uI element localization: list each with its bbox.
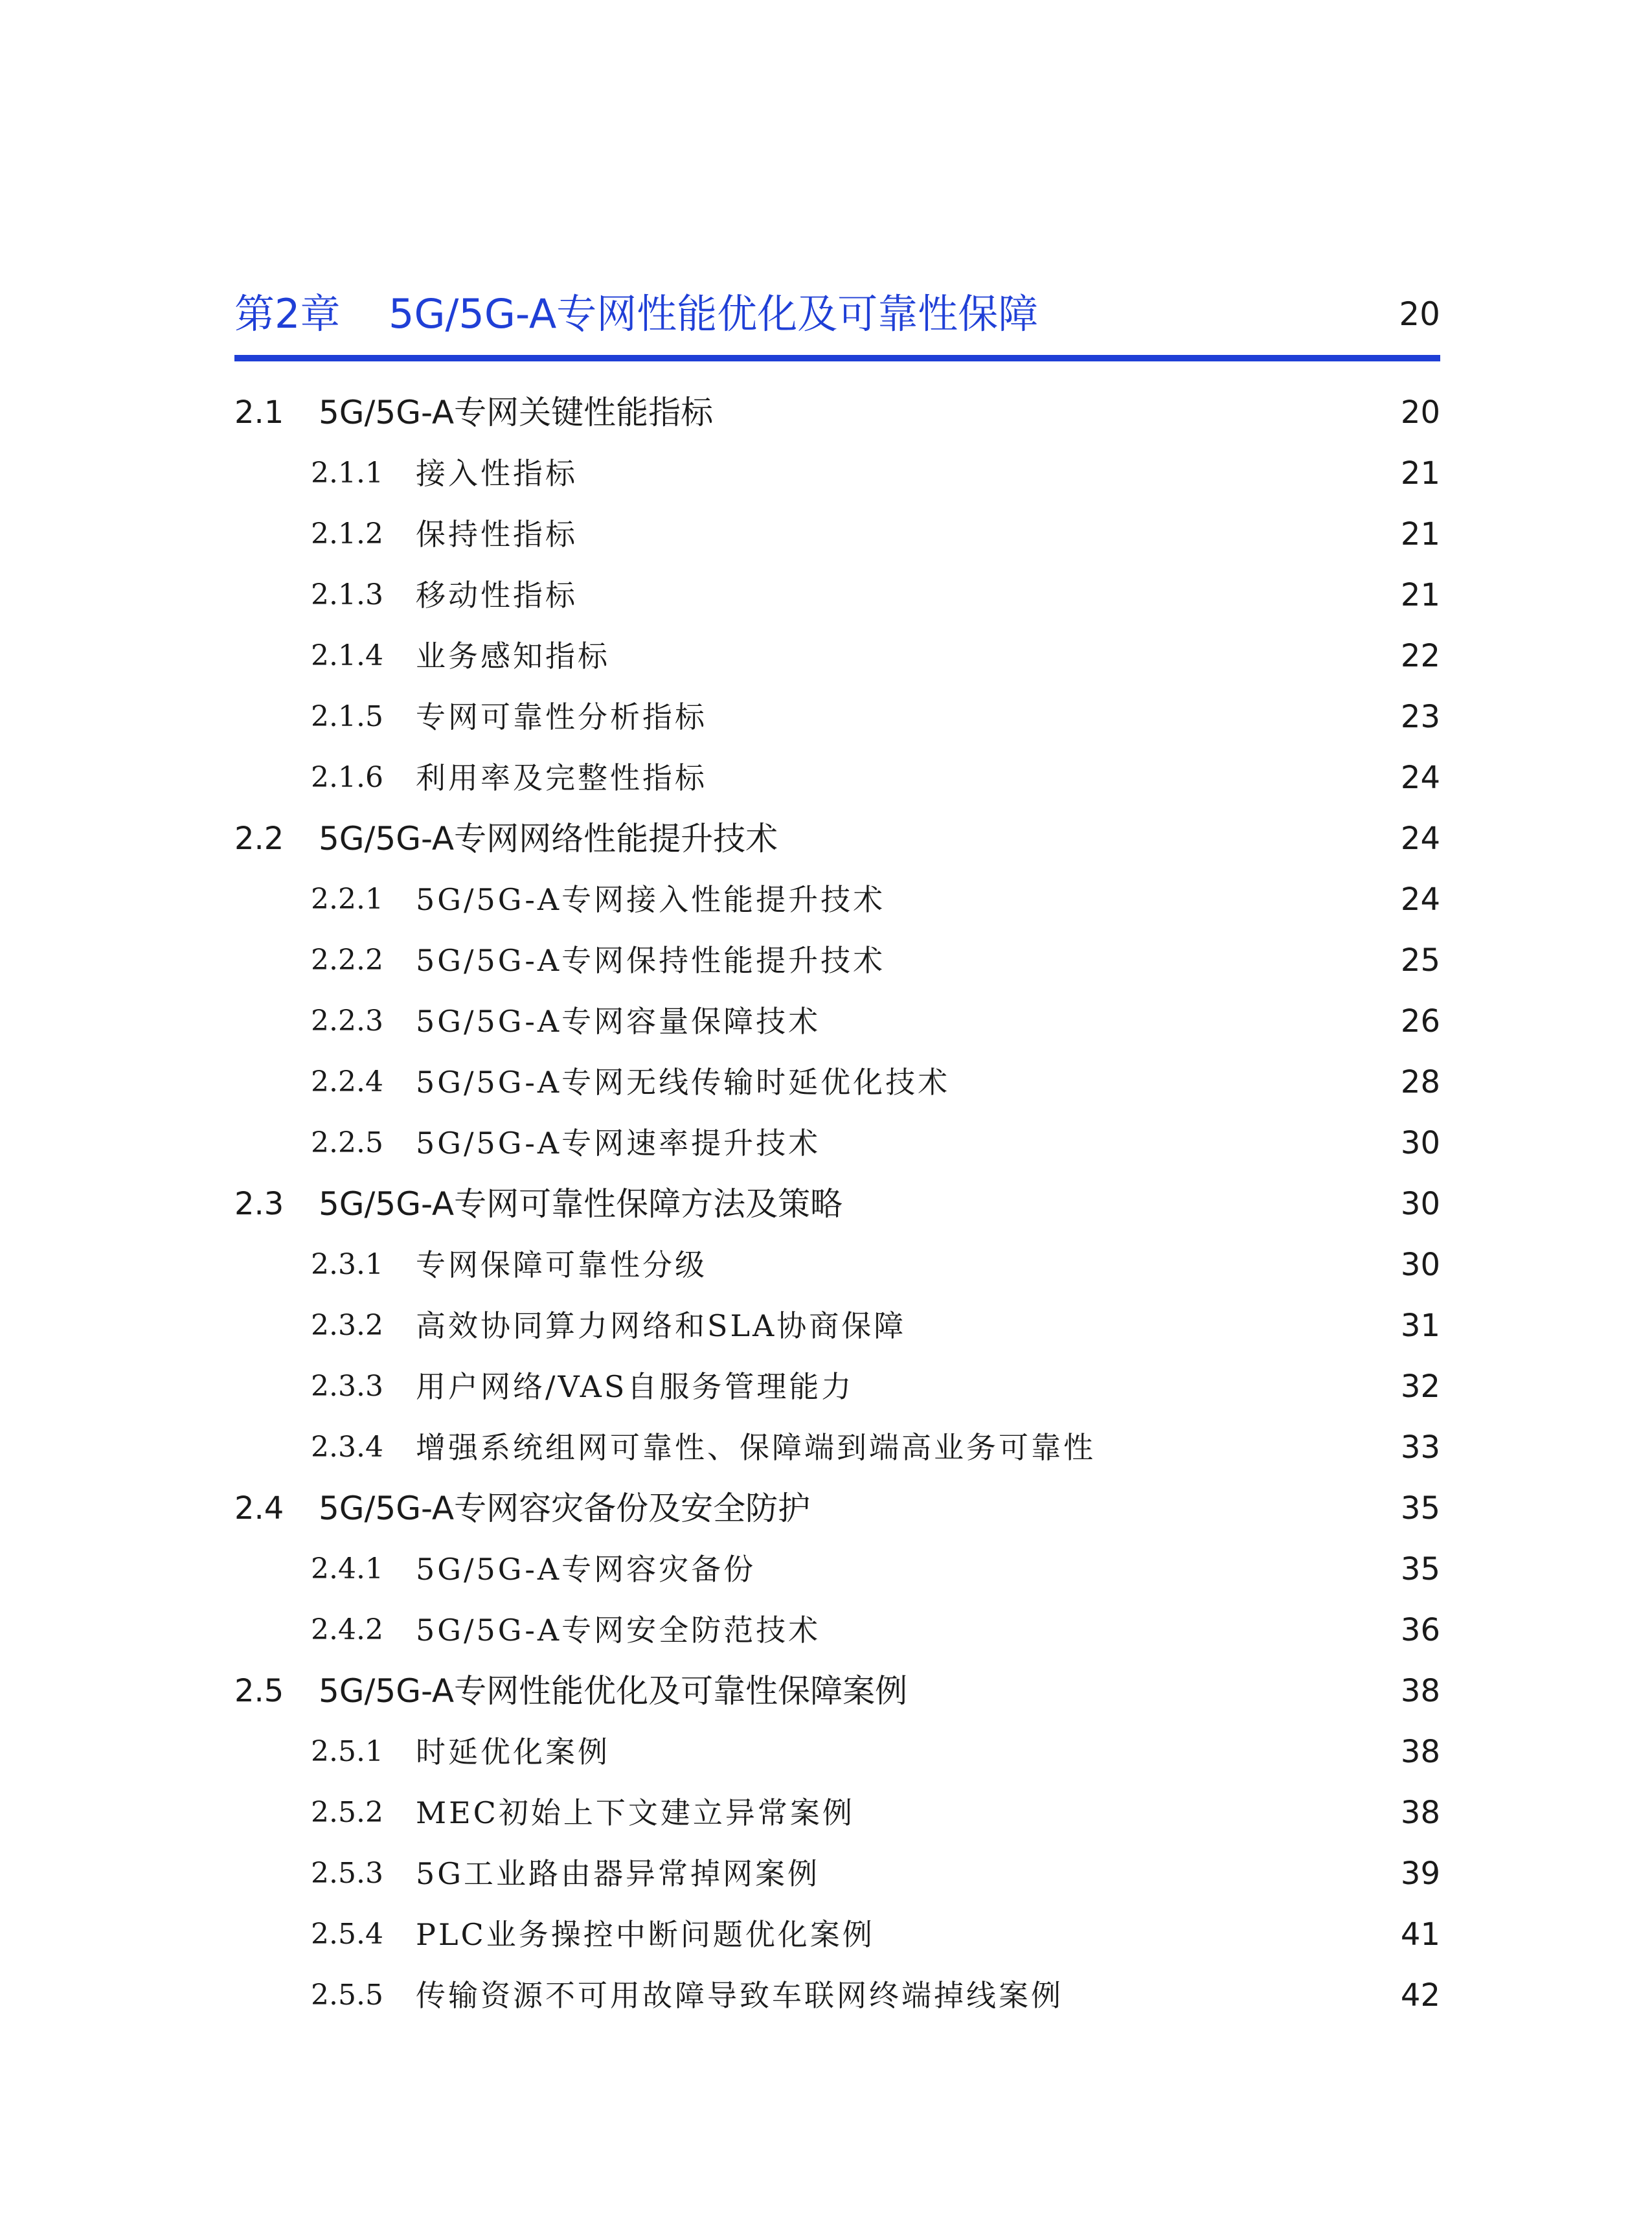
toc-entry-number: 2.3.2 [311, 1309, 383, 1342]
toc-entry-number: 2.2.3 [311, 1005, 383, 1038]
toc-entry-page-number: 30 [1400, 1125, 1440, 1161]
toc-entry-number: 2.1.1 [311, 457, 383, 490]
toc-entry-number: 2.2.1 [311, 883, 383, 916]
toc-entry-number: 2.1 [234, 394, 284, 431]
toc-subsection-entry[interactable] [234, 930, 1440, 991]
toc-entry-page-number: 38 [1400, 1734, 1440, 1770]
toc-entry-title: 保持性指标 [416, 517, 578, 552]
toc-entry-title: 5G/5G-A专网容量保障技术 [416, 1004, 821, 1039]
toc-entry-title: 5G/5G-A专网接入性能提升技术 [416, 882, 886, 917]
toc-entry-page-number: 21 [1400, 455, 1440, 492]
toc-entry-number: 2.4.1 [311, 1552, 383, 1585]
toc-subsection-entry[interactable] [234, 443, 1440, 504]
toc-section-entry[interactable] [234, 382, 1440, 443]
toc-subsection-entry[interactable] [234, 565, 1440, 626]
toc-entry-number: 2.5.4 [311, 1918, 383, 1951]
chapter-page-number: 20 [1399, 295, 1440, 333]
toc-subsection-entry[interactable] [234, 991, 1440, 1052]
toc-subsection-entry[interactable] [234, 1600, 1440, 1661]
toc-entry-page-number: 26 [1400, 1003, 1440, 1039]
toc-entry-page-number: 25 [1400, 942, 1440, 979]
toc-subsection-entry[interactable] [234, 1843, 1440, 1904]
toc-section-entry[interactable] [234, 1478, 1440, 1539]
toc-entry-title: 高效协同算力网络和SLA协商保障 [416, 1308, 907, 1343]
toc-entry-page-number: 24 [1400, 881, 1440, 918]
toc-entry-page-number: 24 [1400, 760, 1440, 796]
toc-entry-page-number: 24 [1400, 821, 1440, 857]
toc-entry-page-number: 39 [1400, 1856, 1440, 1892]
toc-entry-number: 2.5.2 [311, 1796, 383, 1829]
toc-entry-page-number: 28 [1400, 1064, 1440, 1100]
toc-entry-number: 2.5.5 [311, 1979, 383, 2012]
toc-entry-page-number: 21 [1400, 516, 1440, 552]
toc-entry-title: 用户网络/VAS自服务管理能力 [416, 1369, 854, 1404]
chapter-title: 5G/5G-A专网性能优化及可靠性保障 [389, 290, 1039, 337]
toc-entry-number: 2.3.3 [311, 1370, 383, 1403]
toc-entry-number: 2.3 [234, 1186, 284, 1222]
toc-entry-title: 5G/5G-A专网保持性能提升技术 [416, 943, 886, 978]
toc-entry-title: 接入性指标 [416, 456, 578, 491]
toc-subsection-entry[interactable] [234, 747, 1440, 808]
toc-entry-title: 5G/5G-A专网网络性能提升技术 [319, 820, 778, 857]
toc-entry-number: 2.1.3 [311, 578, 383, 611]
toc-entry-page-number: 33 [1400, 1429, 1440, 1466]
toc-entry-page-number: 21 [1400, 577, 1440, 613]
toc-entry-title: 5G/5G-A专网容灾备份及安全防护 [319, 1490, 811, 1527]
toc-entry-page-number: 31 [1400, 1308, 1440, 1344]
toc-entry-page-number: 35 [1400, 1490, 1440, 1527]
toc-entry-title: 5G/5G-A专网速率提升技术 [416, 1126, 821, 1161]
toc-subsection-entry[interactable] [234, 626, 1440, 687]
toc-subsection-entry[interactable] [234, 1539, 1440, 1600]
toc-entry-number: 2.1.6 [311, 761, 383, 794]
toc-entry-page-number: 30 [1400, 1186, 1440, 1222]
toc-entry-number: 2.5 [234, 1673, 284, 1709]
toc-entry-page-number: 35 [1400, 1551, 1440, 1587]
toc-entry-number: 2.5.1 [311, 1735, 383, 1768]
toc-subsection-entry[interactable] [234, 1721, 1440, 1782]
toc-section-entry[interactable] [234, 1661, 1440, 1721]
toc-subsection-entry[interactable] [234, 1782, 1440, 1843]
toc-subsection-entry[interactable] [234, 1113, 1440, 1174]
toc-entry-title: 专网可靠性分析指标 [416, 699, 707, 734]
toc-entry-number: 2.1.4 [311, 639, 383, 672]
toc-entry-title: 5G/5G-A专网安全防范技术 [416, 1613, 821, 1648]
toc-entry-title: 5G工业路由器异常掉网案例 [416, 1856, 820, 1891]
toc-entry-title: 5G/5G-A专网关键性能指标 [319, 394, 714, 431]
toc-entry-title: 5G/5G-A专网性能优化及可靠性保障案例 [319, 1672, 908, 1710]
toc-entry-title: PLC业务操控中断问题优化案例 [416, 1917, 875, 1952]
toc-entry-page-number: 38 [1400, 1673, 1440, 1709]
toc-entry-page-number: 23 [1400, 699, 1440, 735]
toc-entry-title: 5G/5G-A专网无线传输时延优化技术 [416, 1065, 951, 1100]
toc-subsection-entry[interactable] [234, 1356, 1440, 1417]
toc-entry-title: 业务感知指标 [416, 639, 610, 674]
toc-entry-page-number: 32 [1400, 1369, 1440, 1405]
toc-section-entry[interactable] [234, 808, 1440, 869]
toc-entry-page-number: 36 [1400, 1612, 1440, 1648]
toc-entry-number: 2.1.2 [311, 517, 383, 551]
toc-entry-title: 5G/5G-A专网容灾备份 [416, 1552, 756, 1587]
toc-entry-title: 时延优化案例 [416, 1734, 610, 1769]
toc-entry-number: 2.4 [234, 1490, 284, 1527]
toc-entry-number: 2.4.2 [311, 1613, 383, 1646]
toc-subsection-entry[interactable] [234, 1904, 1440, 1965]
toc-entry-number: 2.2.5 [311, 1126, 383, 1159]
toc-entry-page-number: 42 [1400, 1977, 1440, 2014]
toc-entry-number: 2.3.1 [311, 1248, 383, 1281]
toc-entry-number: 2.2 [234, 821, 284, 857]
toc-entry-number: 2.2.2 [311, 944, 383, 977]
toc-entry-number: 2.1.5 [311, 700, 383, 733]
toc-entry-title: 传输资源不可用故障导致车联网终端掉线案例 [416, 1978, 1063, 2013]
toc-entry-number: 2.2.4 [311, 1065, 383, 1098]
chapter-heading [234, 285, 1440, 343]
toc-subsection-entry[interactable] [234, 1052, 1440, 1113]
toc-entry-title: 移动性指标 [416, 578, 578, 613]
toc-entry-number: 2.5.3 [311, 1857, 383, 1890]
toc-list [234, 382, 1440, 2026]
toc-subsection-entry[interactable] [234, 1234, 1440, 1295]
toc-subsection-entry[interactable] [234, 869, 1440, 930]
toc-subsection-entry[interactable] [234, 687, 1440, 747]
toc-subsection-entry[interactable] [234, 1295, 1440, 1356]
toc-subsection-entry[interactable] [234, 504, 1440, 565]
toc-entry-page-number: 38 [1400, 1795, 1440, 1831]
chapter-number: 第2章 [234, 290, 341, 337]
toc-subsection-entry[interactable] [234, 1417, 1440, 1478]
toc-entry-title: MEC初始上下文建立异常案例 [416, 1795, 855, 1830]
toc-subsection-entry[interactable] [234, 1965, 1440, 2026]
toc-section-entry[interactable] [234, 1174, 1440, 1234]
toc-entry-page-number: 22 [1400, 638, 1440, 674]
toc-entry-number: 2.3.4 [311, 1431, 383, 1464]
toc-entry-title: 5G/5G-A专网可靠性保障方法及策略 [319, 1185, 843, 1223]
toc-entry-title: 增强系统组网可靠性、保障端到端高业务可靠性 [416, 1430, 1096, 1465]
toc-entry-page-number: 30 [1400, 1247, 1440, 1283]
toc-entry-page-number: 41 [1400, 1916, 1440, 1953]
toc-entry-page-number: 20 [1400, 394, 1440, 431]
toc-entry-title: 专网保障可靠性分级 [416, 1247, 707, 1282]
chapter-divider [234, 355, 1440, 361]
toc-entry-title: 利用率及完整性指标 [416, 760, 707, 795]
